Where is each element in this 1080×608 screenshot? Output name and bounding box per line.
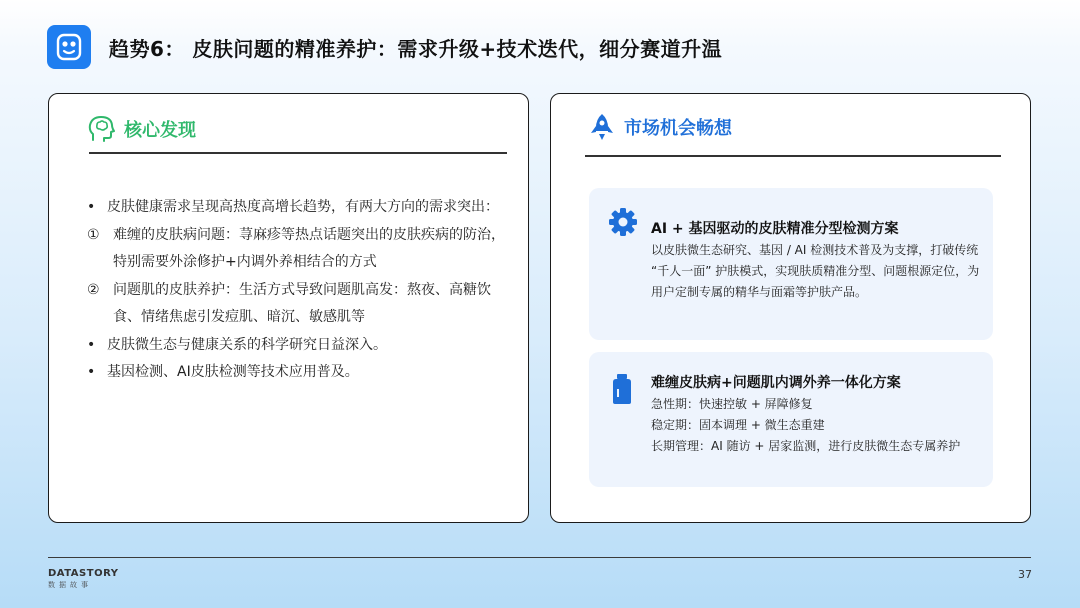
list-item xyxy=(87,222,507,277)
number-marker: ① xyxy=(87,226,100,243)
market-opportunity-header xyxy=(588,112,732,142)
finding-text: 问题肌的皮肤养护：生活方式导致问题肌高发：熬夜、高糖饮食、情绪焦虑引发痘肌、暗沉、敏感肌等 xyxy=(113,281,491,325)
list-item xyxy=(87,194,507,222)
list-item xyxy=(87,332,507,360)
opportunity-line: 稳定期：固本调理 + 微生态重建 xyxy=(651,418,825,432)
finding-text: 基因检测、AI皮肤检测等技术应用普及。 xyxy=(107,364,359,380)
finding-text: 皮肤微生态与健康关系的科学研究日益深入。 xyxy=(107,336,387,353)
gear-icon xyxy=(607,206,639,238)
market-opportunity-card xyxy=(550,93,1031,523)
opportunity-line: 以皮肤微生态研究、基因 / AI 检测技术普及为支撑，打破传统 “千人一面” 护肤模式，实现肤质精准分型、问题根源定位，为用户定制专属的精华与面霜等护肤产品。 xyxy=(651,243,980,299)
market-opportunity-title: 市场机会畅想 xyxy=(624,118,732,139)
divider xyxy=(89,152,507,154)
opportunity-title: AI + 基因驱动的皮肤精准分型检测方案 xyxy=(651,221,899,237)
list-item xyxy=(87,277,507,332)
opportunity-card xyxy=(589,352,993,487)
core-findings-card xyxy=(48,93,529,523)
divider xyxy=(585,155,1001,157)
finding-text: 难缠的皮肤病问题：荨麻疹等热点话题突出的皮肤疾病的防治，特别需要外涂修护+内调外养相结合的方式 xyxy=(113,226,505,270)
page-title: 趋势6： 皮肤问题的精准养护：需求升级+技术迭代，细分赛道升温 xyxy=(109,36,723,61)
list-item xyxy=(87,359,507,387)
rocket-icon xyxy=(588,112,616,142)
core-findings-title: 核心发现 xyxy=(124,120,196,141)
footer-divider xyxy=(48,557,1031,558)
opportunity-line: 长期管理：AI 随访 + 居家监测，进行皮肤微生态专属养护 xyxy=(651,439,961,453)
brand-name-cn: 数据故事 xyxy=(48,581,92,589)
finding-text: 皮肤健康需求呈现高热度高增长趋势，有两大方向的需求突出： xyxy=(107,199,499,215)
bottle-icon xyxy=(607,372,637,406)
head-brain-icon xyxy=(86,114,116,144)
bullet: • xyxy=(87,364,96,380)
opportunity-body xyxy=(651,394,981,457)
face-icon xyxy=(47,25,91,69)
core-findings-header xyxy=(86,114,196,144)
page-header xyxy=(47,24,722,70)
brand-logo xyxy=(48,568,118,590)
opportunity-title: 难缠皮肤病+问题肌内调外养一体化方案 xyxy=(651,375,901,391)
opportunity-line: 急性期：快速控敏 + 屏障修复 xyxy=(651,397,813,411)
bullet: • xyxy=(87,199,96,215)
page-number: 37 xyxy=(1018,568,1032,581)
number-marker: ② xyxy=(87,281,100,298)
findings-list xyxy=(87,194,507,387)
bullet: • xyxy=(87,336,96,353)
brand-name-en: DATASTORY xyxy=(48,568,119,579)
opportunity-card xyxy=(589,188,993,340)
opportunity-body xyxy=(651,240,981,303)
